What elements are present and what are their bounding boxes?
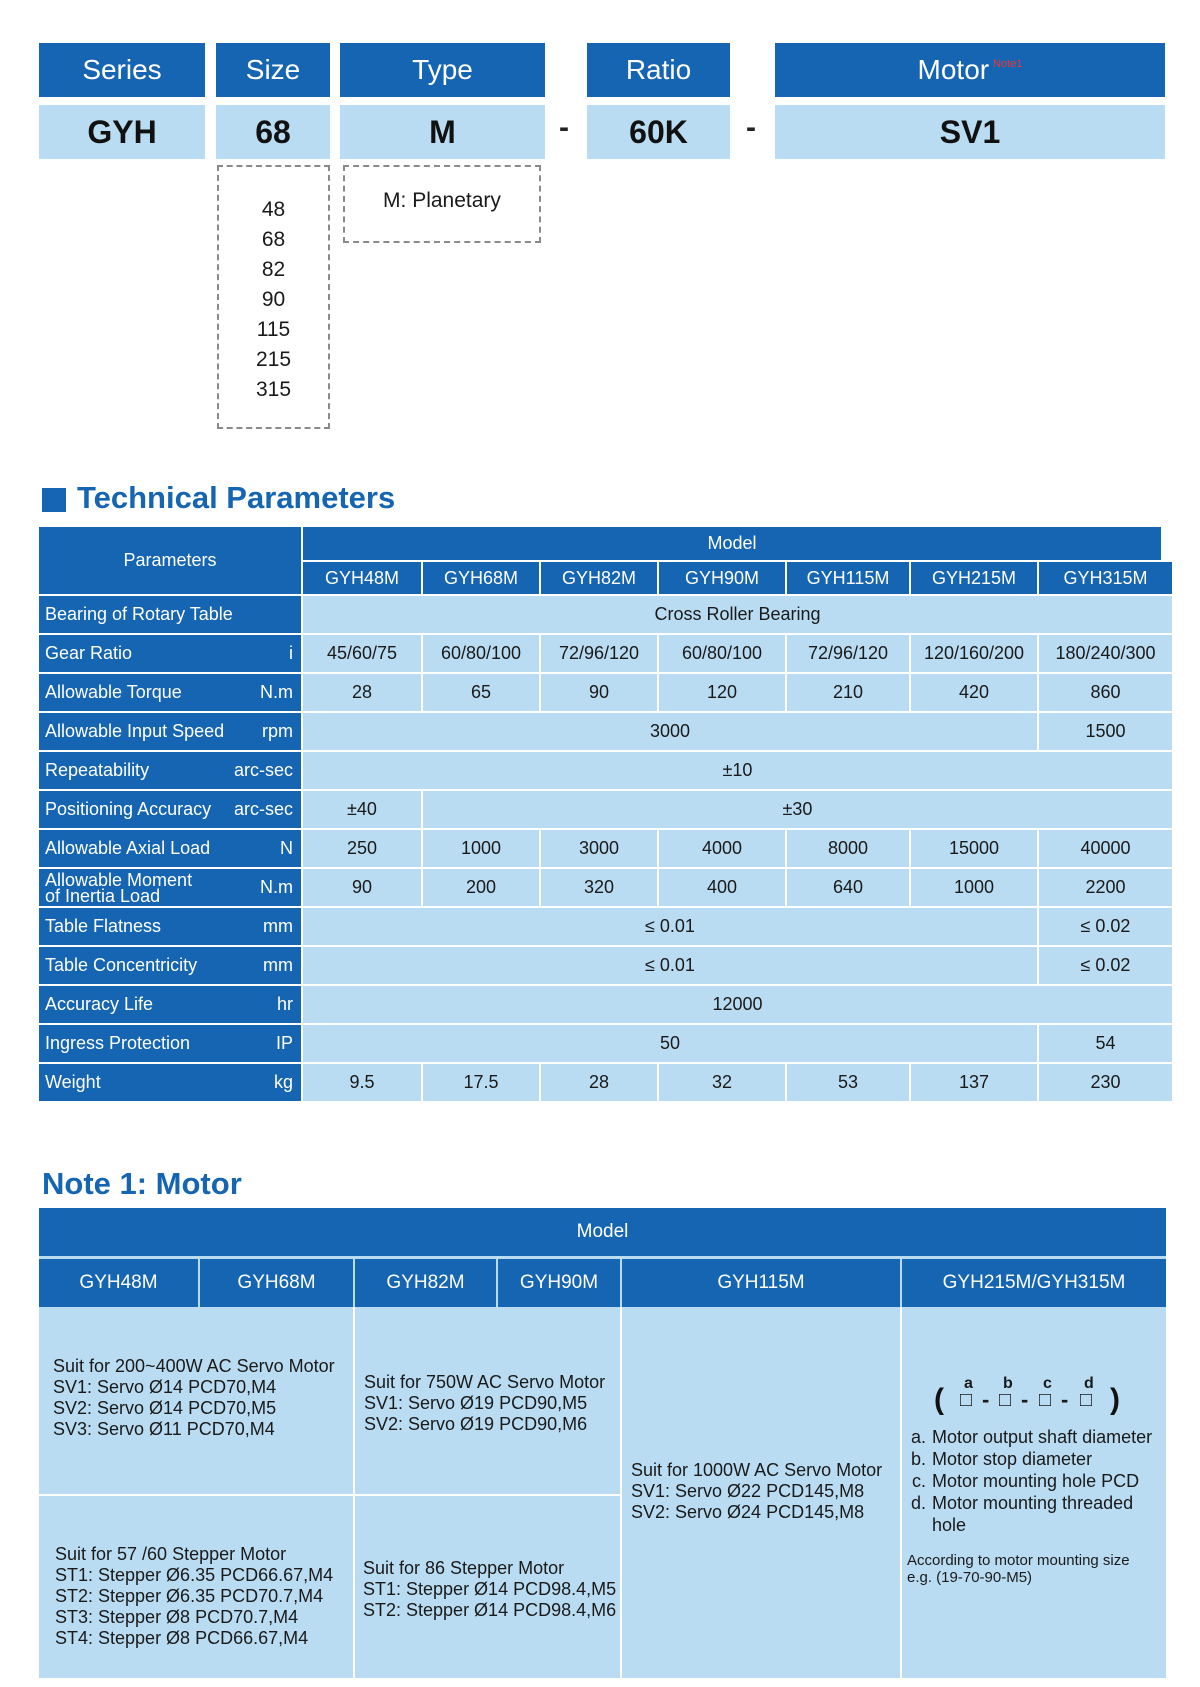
motor-value: SV1 — [775, 105, 1165, 159]
value-cell-text: 200 — [465, 877, 497, 897]
parameter-name: Positioning Accuracy — [45, 799, 212, 819]
value-cell — [787, 635, 909, 672]
separator-dash: - — [746, 111, 756, 144]
value-cell-text: 640 — [832, 877, 864, 897]
size-option: 115 — [256, 318, 291, 341]
spec-line: SV1: Servo Ø22 PCD145,M8 — [631, 1481, 865, 1501]
parameter-unit: mm — [263, 916, 293, 936]
spec-line: ST3: Stepper Ø8 PCD70.7,M4 — [55, 1607, 299, 1627]
value-cell-text: 230 — [1090, 1072, 1121, 1092]
parameter-name-cell — [39, 908, 301, 945]
parameter-name-cell — [39, 752, 301, 789]
value-cell-text: 1000 — [460, 838, 502, 858]
size-header: Size — [216, 43, 330, 97]
code-box-icon: □ — [1039, 1389, 1052, 1411]
parameter-name-cell — [39, 596, 301, 633]
value-cell-text: 17.5 — [463, 1072, 499, 1092]
value-cell-text: 32 — [711, 1072, 733, 1092]
value-cell-text: 72/96/120 — [807, 643, 889, 663]
code-dash: - — [982, 1387, 990, 1412]
value-cell — [1039, 947, 1172, 984]
legend-item — [902, 1426, 1166, 1448]
model-column-header-text: GYH48M — [324, 567, 400, 588]
value-cell — [303, 1064, 421, 1101]
value-cell-text: 120/160/200 — [923, 643, 1025, 663]
value-cell-text: 72/96/120 — [558, 643, 640, 663]
value-cell-text: ≤ 0.01 — [645, 916, 695, 936]
parameter-name-cell — [39, 1025, 301, 1062]
legend-key: a. — [910, 1427, 926, 1447]
value-cell — [303, 830, 421, 867]
value-cell-text: 400 — [706, 877, 738, 897]
value-cell — [659, 830, 785, 867]
type-option-label: M: Planetary — [383, 189, 501, 212]
value-cell-text: 65 — [470, 682, 492, 702]
value-cell-text: 28 — [588, 1072, 610, 1092]
value-cell-text: ±40 — [347, 799, 377, 819]
model-column-header — [541, 562, 657, 594]
spec-line: ST1: Stepper Ø14 PCD98.4,M5 — [363, 1579, 617, 1599]
type-header: Type — [340, 43, 545, 97]
size-option: 48 — [261, 198, 286, 221]
value-cell — [1039, 1064, 1172, 1101]
code-letter: d — [1084, 1375, 1094, 1392]
value-cell — [911, 635, 1037, 672]
value-cell — [303, 635, 421, 672]
value-cell — [541, 635, 657, 672]
value-cell — [1039, 830, 1172, 867]
parameter-name: Allowable Torque — [45, 682, 182, 702]
value-cell — [659, 869, 785, 906]
value-cell-text: ±10 — [722, 760, 753, 780]
parameter-unit: N.m — [260, 877, 293, 897]
code-box-icon: □ — [960, 1389, 973, 1411]
value-cell — [423, 1064, 539, 1101]
size-value: 68 — [216, 105, 330, 159]
spec-line: ST2: Stepper Ø14 PCD98.4,M6 — [363, 1600, 617, 1620]
series-header: Series — [39, 43, 205, 97]
code-dash: - — [1061, 1387, 1069, 1412]
parameter-unit: hr — [276, 994, 293, 1014]
spec-line: Suit for 1000W AC Servo Motor — [631, 1460, 883, 1480]
parameter-name-cell — [39, 986, 301, 1023]
parameter-name: Table Concentricity — [45, 955, 198, 975]
model-column-header — [423, 562, 539, 594]
legend-text: Motor output shaft diameter — [932, 1427, 1153, 1447]
model-column-header-text: GYH68M — [443, 567, 519, 588]
value-cell-text: 54 — [1095, 1033, 1116, 1053]
note-model-cell: GYH215M/GYH315M — [902, 1259, 1166, 1307]
parameter-name: Weight — [45, 1072, 101, 1092]
parameter-unit: rpm — [262, 721, 293, 741]
value-cell — [787, 674, 909, 711]
servo-small-spec — [53, 1356, 335, 1440]
value-cell — [303, 674, 421, 711]
value-cell-text: 4000 — [701, 838, 743, 858]
spec-line: SV2: Servo Ø24 PCD145,M8 — [631, 1502, 865, 1522]
value-cell — [911, 674, 1037, 711]
legend-key: b. — [910, 1449, 926, 1469]
parameter-unit: arc-sec — [233, 799, 293, 819]
value-cell — [303, 752, 1172, 789]
value-cell-text: 8000 — [827, 838, 869, 858]
value-cell — [303, 1025, 1037, 1062]
legend-text: Motor stop diameter — [932, 1449, 1093, 1469]
value-cell — [1039, 1025, 1172, 1062]
motor-note-mark: Note1 — [993, 58, 1023, 70]
size-option: 315 — [255, 378, 292, 401]
value-cell — [541, 1064, 657, 1101]
code-dash: - — [1021, 1387, 1029, 1412]
parameter-unit: N.m — [260, 682, 293, 702]
model-column-header — [1039, 562, 1172, 594]
parameter-name: Accuracy Life — [45, 994, 154, 1014]
parameter-unit: N — [280, 838, 293, 858]
value-cell — [1039, 908, 1172, 945]
value-cell-text: 53 — [837, 1072, 859, 1092]
ratio-value: 60K — [587, 105, 730, 159]
motor-code-legend — [902, 1426, 1166, 1536]
value-cell — [303, 596, 1172, 633]
type-value: M — [340, 105, 545, 159]
model-header-text: Model — [707, 533, 757, 553]
value-cell — [303, 869, 421, 906]
value-cell — [423, 869, 539, 906]
parameter-name-cell — [39, 869, 301, 906]
spec-line: Suit for 86 Stepper Motor — [363, 1558, 565, 1578]
separator-dash: - — [559, 111, 569, 144]
value-cell-text: 120 — [706, 682, 738, 702]
value-cell-text: 50 — [659, 1033, 681, 1053]
model-column-header — [787, 562, 909, 594]
note-model-cell: GYH68M — [200, 1259, 353, 1307]
value-cell-text: 2200 — [1085, 877, 1126, 897]
parameters-header — [39, 527, 301, 594]
legend-text: Motor mounting threaded hole — [932, 1493, 1134, 1535]
value-cell-text: 1500 — [1085, 721, 1126, 741]
value-cell — [541, 830, 657, 867]
value-cell — [659, 635, 785, 672]
technical-parameters-title: Technical Parameters — [77, 480, 396, 515]
size-option: 68 — [261, 228, 286, 251]
spec-line: SV1: Servo Ø19 PCD90,M5 — [364, 1393, 588, 1413]
parameter-name-cell — [39, 947, 301, 984]
code-box-icon: □ — [999, 1389, 1012, 1411]
value-cell-text: 90 — [351, 877, 373, 897]
parameter-unit: arc-sec — [233, 760, 293, 780]
note-motor-title: Note 1: Motor — [42, 1166, 242, 1201]
value-cell — [659, 1064, 785, 1101]
note-model-cell: GYH115M — [622, 1259, 900, 1307]
value-cell-text: ±30 — [782, 799, 813, 819]
size-option: 215 — [255, 348, 292, 371]
value-cell-text: 320 — [583, 877, 615, 897]
parameter-name: Ingress Protection — [45, 1033, 191, 1053]
servo-mid-spec — [364, 1372, 605, 1435]
parameter-name-cell — [39, 713, 301, 750]
footnote-line: According to motor mounting size — [907, 1552, 1130, 1569]
legend-item — [902, 1448, 1166, 1470]
parameter-name-cell — [39, 1064, 301, 1101]
value-cell — [911, 869, 1037, 906]
spec-line: SV1: Servo Ø14 PCD70,M4 — [53, 1377, 277, 1397]
value-cell-text: 3000 — [578, 838, 620, 858]
value-cell-text: 420 — [958, 682, 990, 702]
code-box-icon: □ — [1080, 1389, 1093, 1411]
code-letter: a — [964, 1375, 973, 1392]
size-option: 82 — [261, 258, 286, 281]
value-cell — [303, 947, 1037, 984]
servo-115-spec — [631, 1460, 882, 1523]
value-cell-text: ≤ 0.02 — [1080, 955, 1131, 975]
parameters-header-text: Parameters — [123, 550, 217, 570]
type-options-box — [343, 165, 541, 243]
note-model-cell: GYH82M — [355, 1259, 496, 1307]
model-column-header-text: GYH315M — [1063, 567, 1148, 588]
value-cell — [787, 869, 909, 906]
value-cell-text: 3000 — [649, 721, 691, 741]
parameter-name: Gear Ratio — [45, 643, 133, 663]
spec-line: ST4: Stepper Ø8 PCD66.67,M4 — [55, 1628, 309, 1648]
value-cell — [303, 791, 421, 828]
value-cell-text: Cross Roller Bearing — [654, 604, 821, 624]
value-cell — [787, 1064, 909, 1101]
model-column-header-text: GYH82M — [561, 567, 637, 588]
spec-line: SV3: Servo Ø11 PCD70,M4 — [53, 1419, 275, 1439]
spec-line: SV2: Servo Ø14 PCD70,M5 — [53, 1398, 277, 1418]
legend-item — [902, 1470, 1166, 1492]
spec-line: Suit for 57 /60 Stepper Motor — [55, 1544, 287, 1564]
parameter-name: Allowable Input Speed — [45, 721, 225, 741]
value-cell-text: ≤ 0.01 — [645, 955, 695, 975]
spec-line: SV2: Servo Ø19 PCD90,M6 — [364, 1414, 588, 1434]
series-value: GYH — [39, 105, 205, 159]
legend-item — [902, 1492, 1166, 1536]
value-cell — [659, 674, 785, 711]
value-cell — [423, 674, 539, 711]
value-cell — [1039, 713, 1172, 750]
code-letter: b — [1003, 1375, 1013, 1392]
parameter-name: Allowable Axial Load — [45, 838, 211, 858]
parameter-name-cell — [39, 635, 301, 672]
legend-key: d. — [910, 1493, 926, 1513]
parameter-name-cell — [39, 830, 301, 867]
model-column-header — [911, 562, 1037, 594]
value-cell — [303, 986, 1172, 1023]
parameter-name-cell — [39, 674, 301, 711]
value-cell — [423, 830, 539, 867]
code-letter: c — [1043, 1375, 1052, 1392]
model-column-header-text: GYH215M — [931, 567, 1017, 588]
code-close-paren: ) — [1110, 1383, 1122, 1416]
parameter-name: Allowable Moment of Inertia Load — [45, 869, 193, 906]
value-cell-text: 40000 — [1080, 838, 1131, 858]
motor-code-pattern — [934, 1375, 1154, 1425]
value-cell — [541, 674, 657, 711]
model-column-header — [659, 562, 785, 594]
value-cell-text: 180/240/300 — [1055, 643, 1156, 663]
model-column-header-text: GYH90M — [684, 567, 760, 588]
size-option: 90 — [261, 288, 286, 311]
parameter-unit: i — [289, 643, 293, 663]
value-cell-text: 12000 — [712, 994, 763, 1014]
motor-code-footnote — [907, 1552, 1130, 1586]
value-cell-text: 210 — [832, 682, 864, 702]
parameter-name: Table Flatness — [45, 916, 162, 936]
value-cell-text: 860 — [1090, 682, 1121, 702]
motor-header: Motor Note1 — [775, 43, 1165, 97]
stepper-small-spec — [55, 1544, 333, 1649]
note-model-cell: GYH48M — [39, 1259, 198, 1307]
model-column-header-text: GYH115M — [806, 567, 890, 588]
model-header — [303, 527, 1161, 560]
value-cell-text: 60/80/100 — [681, 643, 763, 663]
value-cell-text: 90 — [588, 682, 610, 702]
value-cell-text: 137 — [958, 1072, 990, 1092]
legend-text: Motor mounting hole PCD — [932, 1471, 1140, 1491]
note-model-header: Model — [39, 1208, 1166, 1256]
value-cell — [303, 713, 1037, 750]
spec-line: ST2: Stepper Ø6.35 PCD70.7,M4 — [55, 1586, 324, 1606]
parameter-unit: kg — [273, 1072, 293, 1092]
motor-note-table — [39, 1208, 1166, 1678]
value-cell — [911, 830, 1037, 867]
value-cell-text: 60/80/100 — [440, 643, 522, 663]
footnote-line: e.g. (19-70-90-M5) — [907, 1569, 1033, 1586]
note-model-cell: GYH90M — [498, 1259, 620, 1307]
parameter-name: Bearing of Rotary Table — [45, 604, 233, 624]
ratio-header: Ratio — [587, 43, 730, 97]
value-cell-text: 45/60/75 — [326, 643, 398, 663]
section-marker-icon — [42, 488, 66, 512]
code-open-paren: ( — [934, 1383, 946, 1416]
value-cell — [1039, 635, 1172, 672]
value-cell — [1039, 674, 1172, 711]
parameter-unit: IP — [275, 1033, 293, 1053]
spec-line: Suit for 750W AC Servo Motor — [364, 1372, 606, 1392]
spec-line: Suit for 200~400W AC Servo Motor — [53, 1356, 335, 1376]
parameter-name-cell — [39, 791, 301, 828]
model-column-header — [303, 562, 421, 594]
value-cell-text: 28 — [351, 682, 373, 702]
parameter-name: Repeatability — [45, 760, 150, 780]
value-cell — [541, 869, 657, 906]
value-cell-text: 15000 — [948, 838, 1000, 858]
spec-line: ST1: Stepper Ø6.35 PCD66.67,M4 — [55, 1565, 334, 1585]
value-cell — [787, 830, 909, 867]
parameter-unit: mm — [263, 955, 293, 975]
value-cell — [1039, 869, 1172, 906]
value-cell-text: 250 — [346, 838, 378, 858]
value-cell — [911, 1064, 1037, 1101]
technical-parameters-table — [39, 527, 1161, 1097]
value-cell — [423, 635, 539, 672]
value-cell — [423, 791, 1172, 828]
stepper-mid-spec — [363, 1558, 616, 1621]
value-cell-text: 1000 — [953, 877, 995, 897]
size-options-box — [217, 165, 330, 429]
value-cell-text: 9.5 — [349, 1072, 375, 1092]
value-cell — [303, 908, 1037, 945]
legend-key: c. — [911, 1471, 926, 1491]
value-cell-text: ≤ 0.02 — [1080, 916, 1131, 936]
